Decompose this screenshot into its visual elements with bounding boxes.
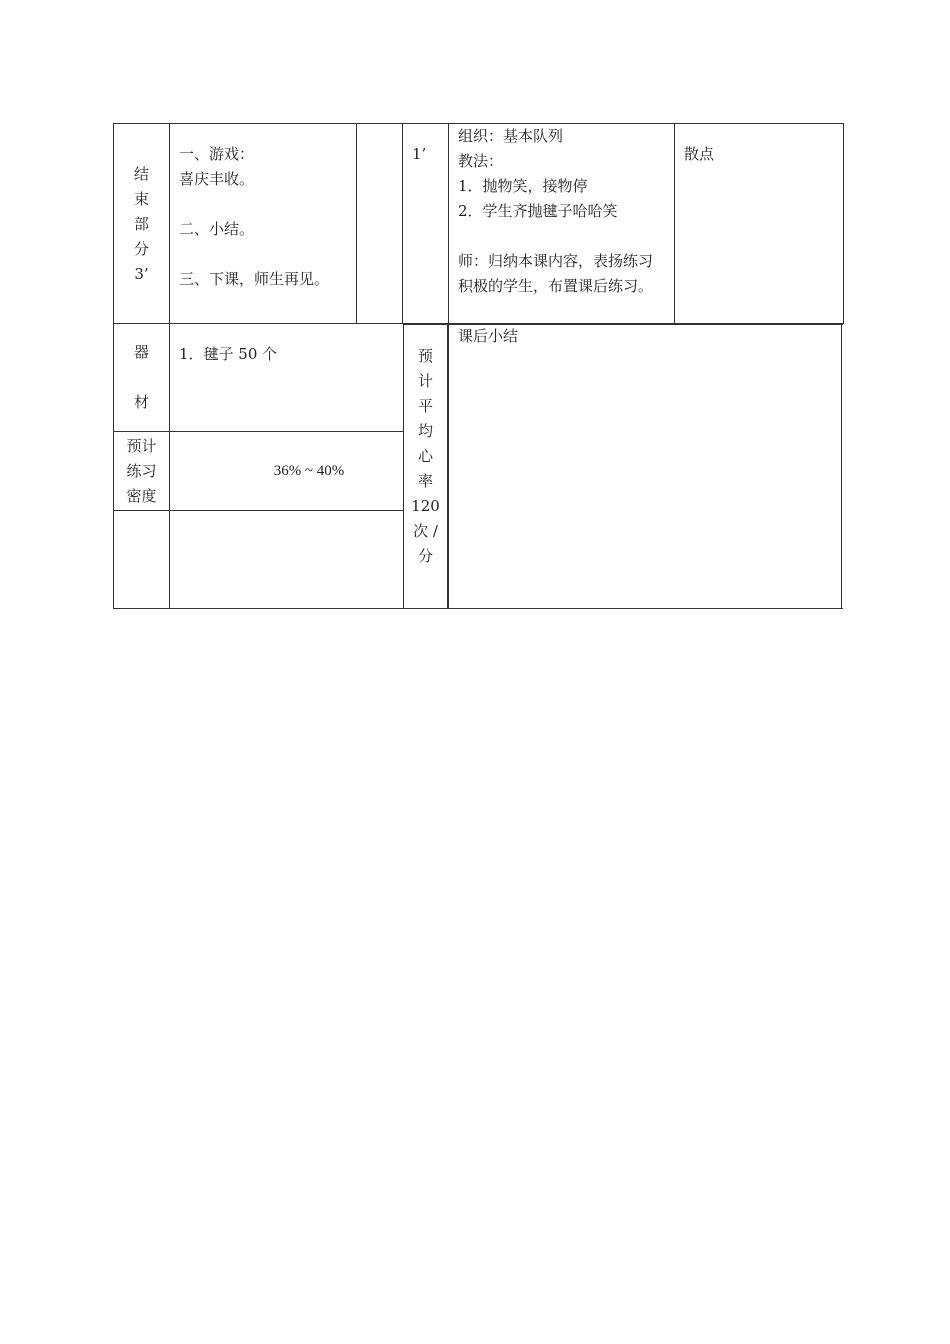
teacher-note: 师：归纳本课内容，表扬练习	[458, 252, 654, 270]
heart-rate-char: 计	[417, 372, 433, 390]
section-char: 部	[133, 215, 149, 233]
section-char: 分	[133, 240, 149, 258]
heart-rate-char: 均	[417, 422, 433, 440]
method-label: 教法：	[458, 152, 504, 170]
equipment-label-char: 器	[133, 343, 149, 361]
time-cell	[403, 124, 449, 324]
after-class-summary-label: 课后小结	[458, 327, 519, 345]
equipment-item: 1．毽子 50 个	[179, 345, 278, 363]
method-step: 2．学生齐抛毽子哈哈笑	[458, 202, 618, 220]
heart-rate-char: 分	[417, 547, 433, 565]
heart-rate-char: 率	[417, 472, 433, 490]
density-label-line: 练习	[126, 461, 157, 480]
density-label	[114, 432, 170, 511]
row-divider	[403, 608, 843, 609]
section-char: 结	[133, 165, 149, 183]
section-duration: 3’	[134, 265, 149, 283]
after-class-summary-cell	[449, 324, 842, 609]
ending-section-label	[114, 124, 170, 324]
formation-value: 散点	[684, 145, 715, 163]
equipment-label-char: 材	[133, 393, 149, 411]
time-value: 1’	[412, 145, 427, 163]
heart-rate-value: 120	[411, 497, 440, 515]
dismiss-item: 三、下课，师生再见。	[179, 270, 330, 288]
organization-cell	[449, 124, 675, 324]
empty-cell	[114, 511, 170, 609]
heart-rate-char: 平	[417, 397, 433, 415]
ending-section-row	[114, 124, 844, 324]
heart-rate-cell	[403, 324, 448, 609]
density-label-line: 预计	[126, 436, 157, 455]
section-char: 束	[133, 190, 149, 208]
game-title: 一、游戏：	[179, 145, 255, 163]
formation-cell	[675, 124, 844, 324]
density-value: 36% ~ 40%	[273, 463, 345, 479]
method-step: 1．抛物笑，接物停	[458, 177, 588, 195]
heart-rate-char: 心	[417, 447, 433, 465]
heart-rate-char: 预	[417, 347, 433, 365]
density-label-line: 密度	[126, 486, 157, 505]
equipment-label	[114, 324, 170, 432]
summary-item: 二、小结。	[179, 220, 255, 238]
game-name: 喜庆丰收。	[179, 170, 255, 188]
org-title: 组织：基本队列	[458, 127, 564, 145]
teacher-note: 积极的学生，布置课后练习。	[458, 277, 654, 295]
ending-content-cell	[170, 124, 357, 324]
heart-rate-unit: 次 /	[413, 522, 438, 540]
empty-cell	[357, 124, 403, 324]
row-divider	[403, 324, 843, 325]
